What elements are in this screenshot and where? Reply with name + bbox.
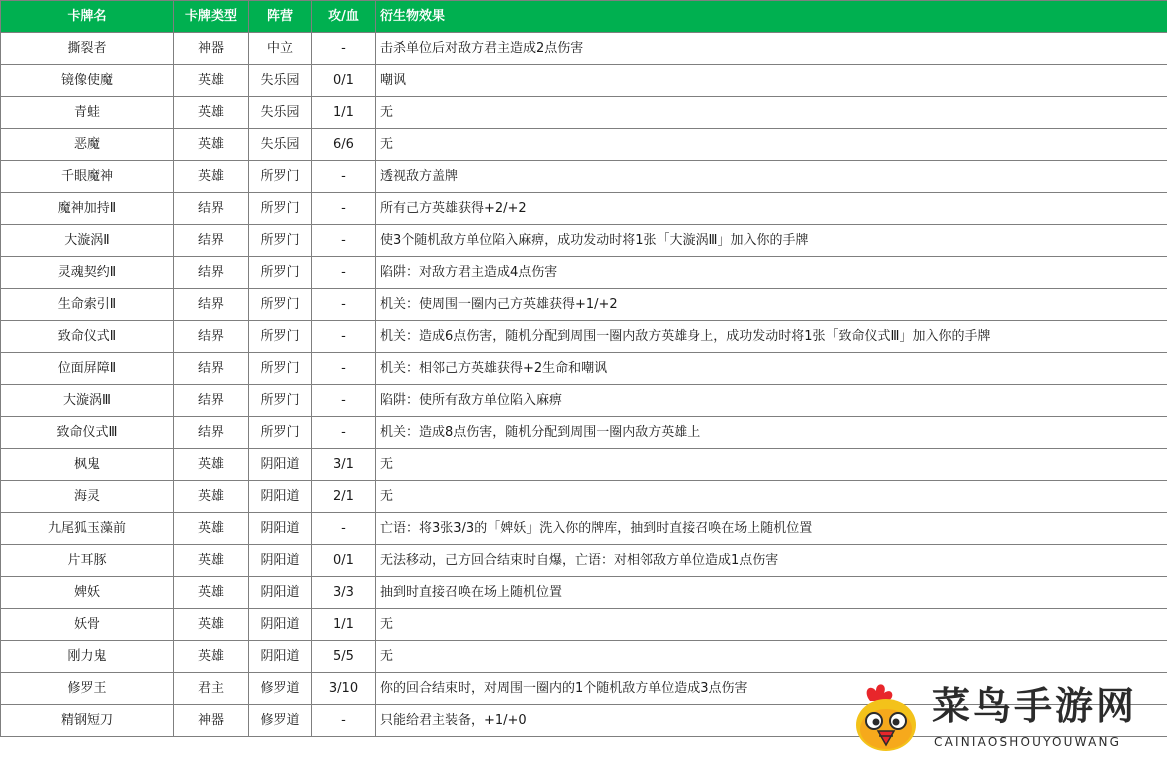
cell-card-name: 枫鬼 [1,449,174,481]
cell-attack-health: - [312,321,376,353]
cell-faction: 阴阳道 [249,609,312,641]
cell-attack-health: 6/6 [312,129,376,161]
cell-card-type: 结界 [174,417,249,449]
cell-card-name: 恶魔 [1,129,174,161]
cell-card-type: 英雄 [174,577,249,609]
cell-card-name: 婢妖 [1,577,174,609]
cell-faction: 所罗门 [249,417,312,449]
cell-card-name: 大漩涡Ⅲ [1,385,174,417]
cell-card-name: 大漩涡Ⅱ [1,225,174,257]
cell-faction: 所罗门 [249,225,312,257]
cell-card-type: 神器 [174,705,249,737]
header-derivative-effect: 衍生物效果 [376,1,1167,33]
cell-derivative-effect: 机关：使周围一圈内己方英雄获得+1/+2 [376,289,1167,321]
header-row [1,1,1167,33]
table-row [1,161,1167,193]
header-card-type: 卡牌类型 [174,1,249,33]
cell-card-name: 妖骨 [1,609,174,641]
cell-derivative-effect: 亡语：将3张3/3的「婢妖」洗入你的牌库，抽到时直接召唤在场上随机位置 [376,513,1167,545]
table-row [1,193,1167,225]
cell-faction: 阴阳道 [249,577,312,609]
cell-attack-health: - [312,353,376,385]
cell-card-name: 魔神加持Ⅱ [1,193,174,225]
table-row [1,289,1167,321]
cell-attack-health: - [312,289,376,321]
cell-card-name: 青蛙 [1,97,174,129]
cell-card-type: 英雄 [174,513,249,545]
cell-card-name: 刚力鬼 [1,641,174,673]
cell-attack-health: 1/1 [312,97,376,129]
cell-card-name: 修罗王 [1,673,174,705]
cell-faction: 所罗门 [249,289,312,321]
cell-card-type: 英雄 [174,609,249,641]
cell-attack-health: 3/3 [312,577,376,609]
cell-derivative-effect: 所有己方英雄获得+2/+2 [376,193,1167,225]
cell-faction: 所罗门 [249,321,312,353]
cell-attack-health: 5/5 [312,641,376,673]
cell-card-type: 结界 [174,385,249,417]
cell-card-name: 生命索引Ⅱ [1,289,174,321]
cell-derivative-effect: 机关：相邻己方英雄获得+2生命和嘲讽 [376,353,1167,385]
cell-attack-health: - [312,257,376,289]
cell-attack-health: - [312,33,376,65]
watermark-title: 菜鸟手游网 [932,683,1138,728]
cell-faction: 修罗道 [249,705,312,737]
cell-card-name: 灵魂契约Ⅱ [1,257,174,289]
table-row [1,385,1167,417]
cell-derivative-effect: 无 [376,609,1167,641]
cell-faction: 阴阳道 [249,545,312,577]
cell-faction: 修罗道 [249,673,312,705]
table-row [1,641,1167,673]
cell-card-type: 神器 [174,33,249,65]
cell-attack-health: - [312,705,376,737]
cell-card-type: 结界 [174,353,249,385]
cell-faction: 失乐园 [249,65,312,97]
header-faction: 阵营 [249,1,312,33]
cell-faction: 阴阳道 [249,513,312,545]
cell-derivative-effect: 嘲讽 [376,65,1167,97]
cell-attack-health: 0/1 [312,545,376,577]
cell-faction: 所罗门 [249,257,312,289]
cell-derivative-effect: 无 [376,129,1167,161]
cell-attack-health: 3/10 [312,673,376,705]
cell-attack-health: 1/1 [312,609,376,641]
cell-card-type: 英雄 [174,449,249,481]
cell-card-type: 英雄 [174,481,249,513]
table-row [1,481,1167,513]
cell-card-type: 君主 [174,673,249,705]
cell-attack-health: - [312,161,376,193]
cell-card-name: 撕裂者 [1,33,174,65]
cell-derivative-effect: 无 [376,641,1167,673]
cell-attack-health: 2/1 [312,481,376,513]
table-row [1,577,1167,609]
table-row [1,97,1167,129]
table-row [1,225,1167,257]
header-card-name: 卡牌名 [1,1,174,33]
cell-faction: 阴阳道 [249,641,312,673]
table-row [1,33,1167,65]
cell-faction: 阴阳道 [249,481,312,513]
cell-attack-health: - [312,385,376,417]
cell-derivative-effect: 无 [376,449,1167,481]
table-row [1,449,1167,481]
cell-faction: 所罗门 [249,385,312,417]
table-row [1,609,1167,641]
cell-card-name: 致命仪式Ⅱ [1,321,174,353]
cell-card-name: 位面屏障Ⅱ [1,353,174,385]
table-body [1,33,1167,737]
cell-card-name: 致命仪式Ⅲ [1,417,174,449]
table-row [1,545,1167,577]
cell-card-type: 英雄 [174,161,249,193]
cell-attack-health: - [312,417,376,449]
cell-faction: 失乐园 [249,97,312,129]
watermark-subtitle: CAINIAOSHOUYOUWANG [934,735,1122,749]
chicken-logo-icon [848,681,926,757]
cell-faction: 所罗门 [249,193,312,225]
cell-derivative-effect: 击杀单位后对敌方君主造成2点伤害 [376,33,1167,65]
cell-faction: 所罗门 [249,161,312,193]
cell-derivative-effect: 陷阱：使所有敌方单位陷入麻痹 [376,385,1167,417]
cell-faction: 阴阳道 [249,449,312,481]
header-attack-health: 攻/血 [312,1,376,33]
cell-attack-health: 3/1 [312,449,376,481]
cell-faction: 所罗门 [249,353,312,385]
cell-attack-health: - [312,225,376,257]
cell-derivative-effect: 你的回合结束时，对周围一圈内的1个随机敌方单位造成3点伤害 [376,673,1167,705]
cell-card-name: 镜像使魔 [1,65,174,97]
table-row [1,353,1167,385]
table-row [1,513,1167,545]
cell-card-type: 英雄 [174,545,249,577]
cell-card-name: 精钢短刀 [1,705,174,737]
cell-card-type: 英雄 [174,65,249,97]
cell-card-type: 英雄 [174,129,249,161]
cell-card-type: 结界 [174,193,249,225]
cell-derivative-effect: 陷阱：对敌方君主造成4点伤害 [376,257,1167,289]
cell-derivative-effect: 无 [376,97,1167,129]
cell-derivative-effect: 透视敌方盖牌 [376,161,1167,193]
cell-attack-health: 0/1 [312,65,376,97]
cell-card-name: 片耳豚 [1,545,174,577]
cell-derivative-effect: 无 [376,481,1167,513]
cell-derivative-effect: 只能给君主装备，+1/+0 [376,705,1167,737]
table-row [1,129,1167,161]
site-watermark [848,681,1160,757]
cell-attack-health: - [312,513,376,545]
table-row [1,257,1167,289]
cell-card-type: 结界 [174,257,249,289]
table-row [1,321,1167,353]
cell-derivative-effect: 使3个随机敌方单位陷入麻痹，成功发动时将1张「大漩涡Ⅲ」加入你的手牌 [376,225,1167,257]
table-header [1,1,1167,33]
cell-card-name: 海灵 [1,481,174,513]
cell-card-type: 结界 [174,289,249,321]
cell-derivative-effect: 机关：造成6点伤害，随机分配到周围一圈内敌方英雄身上，成功发动时将1张「致命仪式Ⅲ」加入你的手牌 [376,321,1167,353]
cell-derivative-effect: 机关：造成8点伤害，随机分配到周围一圈内敌方英雄上 [376,417,1167,449]
cell-faction: 失乐园 [249,129,312,161]
cell-card-type: 英雄 [174,97,249,129]
cell-card-type: 结界 [174,321,249,353]
cell-card-name: 千眼魔神 [1,161,174,193]
table-row [1,65,1167,97]
cell-card-type: 英雄 [174,641,249,673]
cell-derivative-effect: 无法移动，己方回合结束时自爆，亡语：对相邻敌方单位造成1点伤害 [376,545,1167,577]
cell-attack-health: - [312,193,376,225]
cell-card-type: 结界 [174,225,249,257]
cell-faction: 中立 [249,33,312,65]
cell-card-name: 九尾狐玉藻前 [1,513,174,545]
cell-derivative-effect: 抽到时直接召唤在场上随机位置 [376,577,1167,609]
table-row [1,417,1167,449]
